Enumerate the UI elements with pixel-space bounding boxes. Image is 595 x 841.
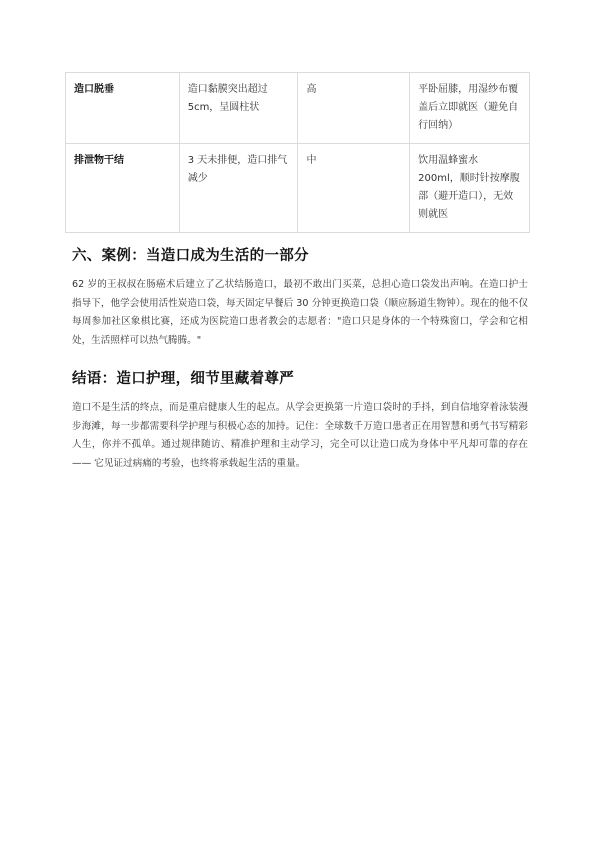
action-cell: 平卧屈膝，用湿纱布覆盖后立即就医（避免自行回纳） [410,73,530,144]
risk-level-cell: 高 [298,73,410,144]
symptom-cell: 造口黏膜突出超过 5cm，呈圆柱状 [179,73,298,144]
case-section-title: 六、案例：当造口成为生活的一部分 [72,248,309,264]
table-row [66,144,530,233]
conclusion-paragraph: 造口不是生活的终点，而是重启健康人生的起点。从学会更换第一片造口袋时的手抖，到自信地穿着泳装漫步海滩，每一步都需要科学护理与积极心态的加持。记住：全球数千万造口患者正在用智慧和勇气书写精彩人生，你并不孤单。通过规律随访、精准护理和主动学习，完全可以让造口成为身体中平凡却可靠的存在 —— 它见证过病痛的考验，也终将承载起生活的重量。 [72,402,528,469]
action-cell: 饮用温蜂蜜水 200ml，顺时针按摩腹部（避开造口），无效则就医 [410,144,530,233]
case-paragraph: 62 岁的王叔叔在肠癌术后建立了乙状结肠造口，最初不敢出门买菜，总担心造口袋发出声响。在造口护士指导下，他学会使用活性炭造口袋，每天固定早餐后 30 分钟更换造口袋（顺应肠道生物钟）。现在的他不仅每周参加社区象棋比赛，还成为医院造口患者教会的志愿者："造口只是身体的一个特殊窗口，学会和它相处，生活照样可以热气腾腾。" [72,279,528,346]
symptom-cell: 3 天未排便，造口排气减少 [179,144,298,233]
complication-table [65,72,530,233]
table-row [66,73,530,144]
conclusion-section-title: 结语：造口护理，细节里藏着尊严 [72,371,294,387]
complication-name-cell: 排泄物干结 [66,144,180,233]
risk-level-cell: 中 [298,144,410,233]
complication-name-cell: 造口脱垂 [66,73,180,144]
